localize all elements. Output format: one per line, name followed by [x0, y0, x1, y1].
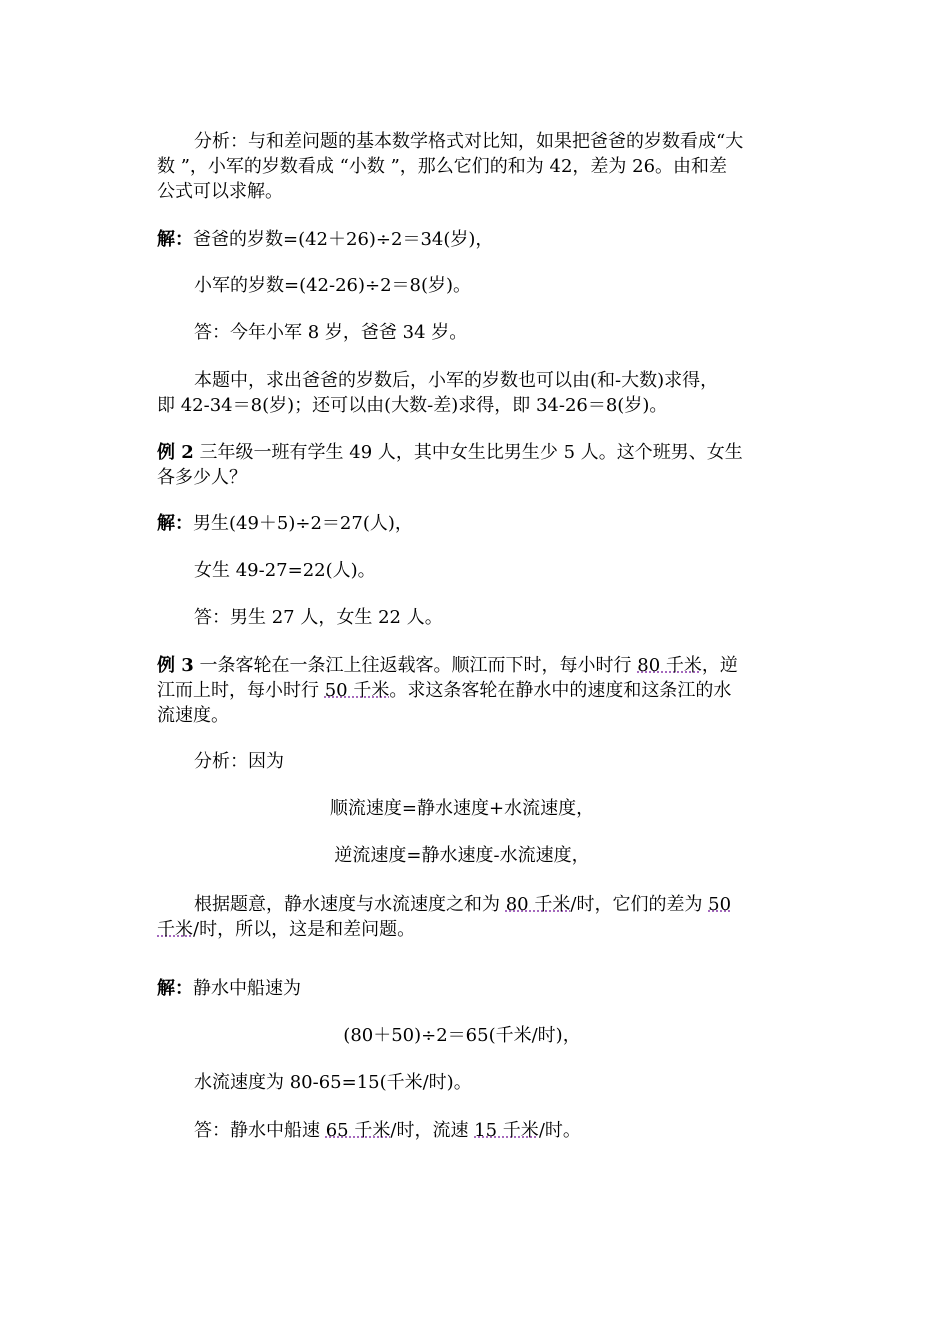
- solution-1-label: 解：: [157, 229, 193, 250]
- solution-2-answer: 答：男生 27 人，女生 22 人。: [194, 607, 443, 628]
- solution-1-line-2: 小军的岁数=(42-26)÷2＝8(岁)。: [194, 275, 472, 296]
- solution-1-line-1: [157, 228, 767, 252]
- analysis-3-line-1: [157, 893, 767, 917]
- solution-3-answer-a: 答：静水中船速: [194, 1120, 326, 1141]
- solution-3-line-1: [157, 977, 767, 1001]
- example-2-line-2: 各多少人？: [157, 467, 247, 488]
- analysis-3-intro: 分析：因为: [194, 751, 284, 772]
- example-3-text-1b: ，逆: [701, 655, 738, 676]
- analysis-3-line-2: [157, 918, 767, 942]
- analysis-3-diff-unit: 千米: [157, 919, 193, 940]
- solution-3-still-speed: 65 千米: [325, 1120, 391, 1141]
- solution-2-line-2: 女生 49-27=22(人)。: [194, 560, 376, 581]
- example-3-text-1a: 一条客轮在一条江上往返载客。顺江而下时，每小时行: [193, 655, 638, 676]
- analysis-3-text-2b: /时，所以，这是和差问题。: [193, 919, 416, 940]
- analysis-1-line-3: 公式可以求解。: [157, 181, 283, 202]
- analysis-3-text-1b: /时，它们的差为: [570, 894, 709, 915]
- solution-1-text-1: 爸爸的岁数=(42＋26)÷2＝34(岁)，: [193, 229, 494, 250]
- example-3-text-2b: 。求这条客轮在静水中的速度和这条江的水: [389, 680, 732, 701]
- analysis-1-line-1: 分析：与和差问题的基本数学格式对比知，如果把爸爸的岁数看成“大: [194, 131, 744, 152]
- solution-3-line-2: 水流速度为 80-65=15(千米/时)。: [194, 1072, 472, 1093]
- solution-3-label: 解：: [157, 978, 193, 999]
- example-3-line-1: [157, 654, 767, 678]
- example-3-speed-up: 50 千米: [324, 680, 390, 701]
- analysis-1-line-2: 数 ”，小军的岁数看成 “小数 ”，那么它们的和为 42，差为 26。由和差: [157, 156, 728, 177]
- example-2-text-1: 三年级一班有学生 49 人，其中女生比男生少 5 人。这个班男、女生: [193, 442, 743, 463]
- analysis-3-text-1a: 根据题意，静水速度与水流速度之和为: [194, 894, 506, 915]
- analysis-3-sum-value: 80 千米: [505, 894, 571, 915]
- solution-2-label: 解：: [157, 513, 193, 534]
- example-2-label: 例 2: [157, 442, 194, 463]
- solution-3-text-1: 静水中船速为: [193, 978, 301, 999]
- note-1-line-1: 本题中，求出爸爸的岁数后，小军的岁数也可以由(和-大数)求得，: [194, 370, 719, 391]
- example-3-line-2: [157, 679, 767, 703]
- example-3-speed-down: 80 千米: [637, 655, 702, 676]
- example-2-line-1: [157, 441, 767, 465]
- analysis-3-diff-value: 50: [708, 894, 732, 915]
- solution-1-answer: 答：今年小军 8 岁，爸爸 34 岁。: [194, 322, 468, 343]
- analysis-3-formula-1: 顺流速度=静水速度+水流速度，: [329, 798, 595, 819]
- solution-3-current-speed: 15 千米: [474, 1120, 539, 1141]
- solution-2-text-1: 男生(49＋5)÷2＝27(人)，: [193, 513, 413, 534]
- solution-2-line-1: [157, 512, 767, 536]
- note-1-line-2: 即 42-34＝8(岁)；还可以由(大数-差)求得，即 34-26＝8(岁)。: [157, 395, 668, 416]
- example-3-line-3: 流速度。: [157, 705, 229, 726]
- solution-3-answer-c: /时。: [538, 1120, 581, 1141]
- example-3-label: 例 3: [157, 655, 194, 676]
- example-3-text-2a: 江而上时，每小时行: [157, 680, 325, 701]
- analysis-3-formula-2: 逆流速度=静水速度-水流速度，: [334, 845, 590, 866]
- solution-3-formula: (80＋50)÷2＝65(千米/时)，: [343, 1025, 581, 1046]
- solution-3-answer: [194, 1119, 804, 1143]
- solution-3-answer-b: /时，流速: [390, 1120, 475, 1141]
